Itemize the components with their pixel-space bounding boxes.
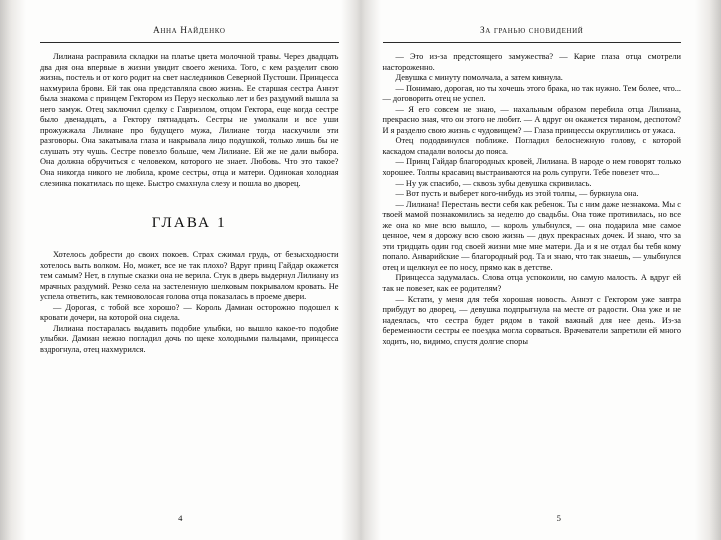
right-running-head: За гранью сновидений	[480, 26, 584, 36]
paragraph: — Это из-за предстоящего замужества? — Карие глаза отца смотрели настороженно.	[382, 52, 681, 72]
right-body-text	[383, 52, 682, 347]
paragraph: — Понимаю, дорогая, но ты хочешь этого брака, но так нужно. Тем более, что... — договорить отец не успел.	[382, 83, 681, 104]
paragraph: Хотелось добрести до своих покоев. Страх сжимал грудь, от безысходности хотелось выть волком. Но, может, все не так плохо? Вдруг принц Гайдар окажется тем самым? Нет, в глупые сказки она не верила. Стук в дверь выдернул Лилиану из мрачных раздумий. Резко села на застеленную шелковым покрывалом кровать. Не успела ответить, как темноволосая голова отца показалась в проеме двери.	[40, 250, 339, 302]
paragraph: — Дорогая, с тобой все хорошо? — Король Дамиан осторожно подошел к кровати дочери, на которой она сидела.	[40, 302, 339, 323]
left-running-head: Анна Найденко	[153, 26, 226, 36]
paragraph: Лилиана постаралась выдавить подобие улыбки, но вышло какое-то подобие улыбки. Дамиан нежно погладил дочь по щеке холодными пальцами, принцесса вздрогнула, отец нахмурился.	[40, 323, 339, 355]
left-chapter-text	[40, 250, 339, 355]
left-header-rule	[40, 42, 339, 43]
paragraph: — Принц Гайдар благородных кровей, Лилиана. В народе о нем говорят только хорошее. Толпы красавиц выстраиваются на роль супруги. Тебе повезет что...	[382, 157, 681, 178]
left-body-text	[40, 52, 339, 189]
paragraph: Лилиана расправила складки на платье цвета молочной травы. Через двадцать два дня она впервые в жизни увидит своего жениха. Того, с кем разделит свою жизнь, постель и от кого родит на свет наследников Северной Пустоши. Принцесса нахмурила брови. Ей так она представляла свою жизнь. Ее старшая сестра Аннэт была знакома с принцем Гектором из Перуэ несколько лет и без раздумий вышла за него замуж. Отец заключил сделку с Гавриэлом, отцом Гектора, еще когда сестре было двенадцать, а Гектору пятнадцать. Сестры не умолкали и все уши прожужжала Лилиане про будущего мужа, Лилиане тогда наскучили эти разговоры. Она закатывала глаза и накрывала лицо подушкой, только лишь бы не слушать эту чушь. Сестре повезло больше, чем Лилиане. Ей же не дали выбора. Она должна обручиться с человеком, которого не знает. Любовь. Что это такое? Она никогда никого не любила, кроме сестры, отца и матери. Одинокая холодная слезинка покатилась по щеке. Быстро смахнула слезу и пошла во дворец.	[40, 52, 339, 188]
paragraph: — Ну уж спасибо, — сквозь зубы девушка скривилась.	[395, 178, 592, 188]
paragraph: — Кстати, у меня для тебя хорошая новость. Аннэт с Гектором уже завтра прибудут во дворец, — девушка подпрыгнула на месте от радости. Она уже и не надеялась, что сестра будет рядом в такой важный для нее день. Из-за беременности сестры ее поездка могла сорваться. Врачеватели запретили ей много ходить, но, видимо, спустя долгие споры	[382, 294, 681, 346]
paragraph: — Я его совсем не знаю, — нахальным образом перебила отца Лилиана, прекрасно зная, что он этого не любит. — А вдруг он окажется тираном, деспотом? И я разделю свою жизнь с чудовищем? — Глаза принцессы округлились от ужаса.	[382, 104, 681, 135]
paragraph: Принцесса задумалась. Слова отца успокоили, но самую малость. А вдруг ей так не повезет, как ее родителям?	[382, 273, 681, 294]
right-page	[361, 0, 721, 540]
left-page-number: 4	[178, 513, 183, 523]
paragraph: Отец пододвинулся поближе. Погладил белоснежную голову, с которой каскадом спадали волосы до пояса.	[382, 136, 681, 156]
paragraph: Девушка с минуту помолчала, а затем кивнула.	[395, 73, 563, 83]
right-page-number: 5	[556, 513, 561, 523]
chapter-title: ГЛАВА 1	[151, 215, 227, 232]
paragraph: — Лилиана! Перестань вести себя как ребенок. Ты с ним даже незнакома. Мы с твоей мамой познакомились за неделю до свадьбы. Она тоже противилась, но все же она ко мне всю вышло, — король улыбнулся, — она подарила мне самое ценное, чем я дорожу всю свою жизнь — двух прекрасных дочек. И знаю, что за эти тридцать один год своей жизни мне мне матери. Да и я не отдал бы тебя кому попало. Анварийские — благородный род. Та и знаю, что так знаешь, — улыбнулся отец и щелкнул ее по носу, прямо как в детстве.	[382, 199, 681, 272]
paragraph: — Вот пусть и выберет кого-нибудь из этой толпы, — буркнула она.	[395, 189, 639, 199]
right-header-rule	[383, 42, 682, 43]
